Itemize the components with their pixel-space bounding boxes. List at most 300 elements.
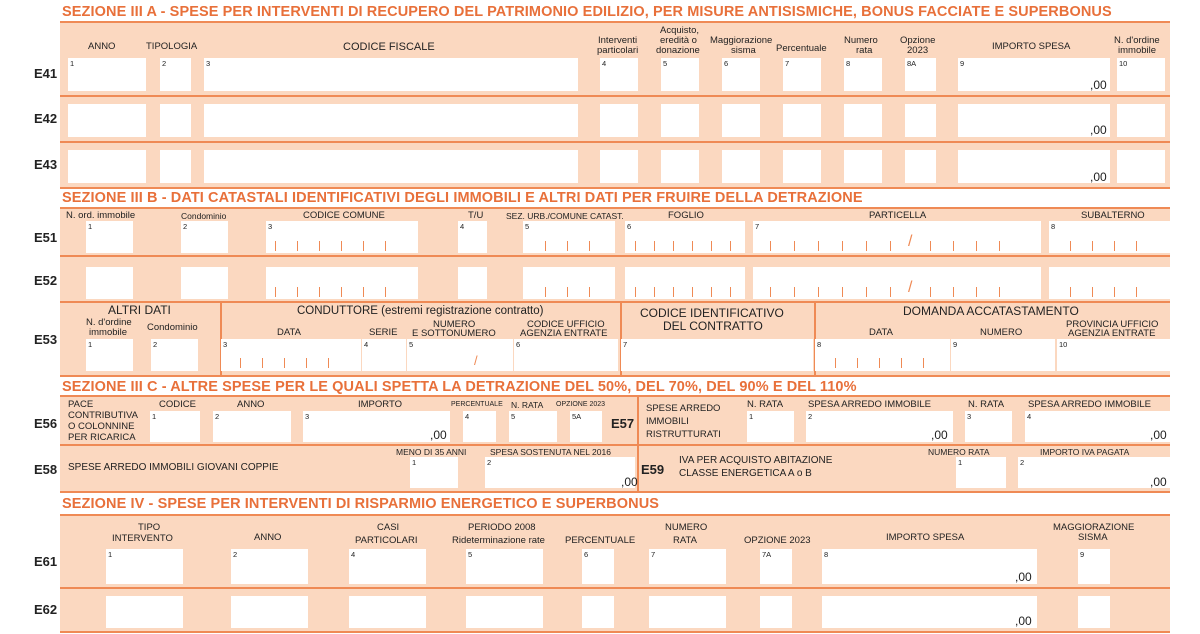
comb-tick [635,287,636,297]
field-num: 7 [651,550,656,559]
field-num: 5 [468,550,473,559]
header-magg-2: sisma [731,45,756,56]
comb-tick [240,358,241,368]
e61-anno-field[interactable] [231,549,308,584]
e56-importo-decimals: ,00 [430,428,447,442]
comb-tick [1136,241,1137,251]
e57-spesa-decimals: ,00 [931,428,948,442]
header-interventi-1: Interventi [598,35,638,46]
e58-desc: SPESE ARREDO IMMOBILI GIOVANI COPPIE [68,462,279,473]
e51-sez-field[interactable] [523,221,615,253]
comb-tick [1092,241,1093,251]
field-num: 2 [183,222,188,231]
comb-tick [976,241,977,251]
e56-anno-label: ANNO [237,399,265,410]
e42-interventi-field[interactable] [600,104,638,137]
comb-tick [930,287,931,297]
divider [60,395,1170,397]
comb-tick [673,241,674,251]
e42-tipologia-field[interactable] [160,104,191,137]
e59-desc-2: CLASSE ENERGETICA A o B [679,468,812,479]
field-num: 2 [233,550,238,559]
e62-opzione-field[interactable] [760,596,792,628]
header-foglio: FOGLIO [668,210,704,221]
field-num: 5 [511,412,516,421]
e53-cod-ufficio-field[interactable] [514,339,618,371]
comb-tick [1136,287,1137,297]
e53-cod-uff-1: CODICE UFFICIO [527,319,605,330]
e53-numero2-field[interactable] [951,339,1055,371]
e53-cod-uff-2: AGENZIA ENTRATE [520,328,608,339]
header-interventi-2: particolari [597,45,639,56]
field-num: 4 [465,412,470,421]
e56-desc-3: O COLONNINE [68,421,135,432]
field-num: 4 [351,550,356,559]
field-num: 10 [1119,59,1128,68]
e53-condominio-field[interactable] [151,339,198,371]
comb-tick [654,241,655,251]
row-code-e52: E52 [34,273,58,288]
header-anno: ANNO [88,41,116,52]
comb-tick [1114,287,1115,297]
header-particella: PARTICELLA [869,210,927,221]
e53-domanda: DOMANDA ACCATASTAMENTO [903,304,1079,318]
divider [60,514,1170,516]
divider [60,141,1170,143]
field-num: 3 [223,340,228,349]
e42-maggiorazione-field[interactable] [722,104,760,137]
comb-tick [953,287,954,297]
comb-tick [275,241,276,251]
e53-nordine-1: N. d'ordine [86,317,132,328]
field-num: 6 [516,340,521,349]
e42-opzione-field[interactable] [905,104,936,137]
e43-opzione-field[interactable] [905,150,936,183]
comb-tick [1114,241,1115,251]
e52-sez-field[interactable] [523,267,615,299]
e41-importo-field[interactable] [958,58,1110,91]
header-acquisto-2: eredità o [660,35,697,46]
field-num: 5A [572,412,582,421]
field-num: 4 [1027,412,1032,421]
header-nord-immobile: N. ord. immobile [66,210,136,221]
field-num: 2 [808,412,813,421]
header-acquisto-3: donazione [656,45,700,56]
section-3a-title: SEZIONE III A - SPESE PER INTERVENTI DI RECUPERO DEL PATRIMONIO EDILIZIO, PER MISURE ANTISISMICHE, BONUS FACCIATE E SUPERBONUS [62,4,1112,20]
e43-importo-decimals: ,00 [1090,170,1107,184]
comb-tick [567,287,568,297]
e53-prov-1: PROVINCIA UFFICIO [1066,319,1159,330]
field-num: 1 [88,340,93,349]
divider [60,375,1170,377]
e53-serie-field[interactable] [362,339,406,371]
row-code-e53: E53 [34,332,58,347]
comb-tick [1070,287,1071,297]
divider [60,207,1170,209]
e43-nordine-field[interactable] [1117,150,1165,183]
e57-nrata-label: N. RATA [747,399,784,410]
row-code-e59: E59 [641,462,665,477]
field-num: 9 [960,59,965,68]
comb-tick [794,287,795,297]
comb-tick [866,287,867,297]
s4-header-periodo-1: PERIODO 2008 [468,522,536,533]
field-num: 5 [663,59,668,68]
e62-importo-decimals: ,00 [1015,614,1032,628]
e53-serie: SERIE [369,327,398,338]
comb-tick [835,358,836,368]
field-num: 1 [152,412,157,421]
e42-percentuale-field[interactable] [783,104,821,137]
comb-tick [306,358,307,368]
field-num: 1 [70,59,75,68]
field-num: 7A [762,550,772,559]
comb-tick [890,241,891,251]
e43-anno-field[interactable] [68,150,146,183]
e56-nrata-label: N. RATA [511,400,544,410]
field-num: 8A [907,59,917,68]
comb-tick [770,241,771,251]
e56-desc-1: PACE [68,399,94,410]
comb-tick [692,241,693,251]
e41-anno-field[interactable] [68,58,146,91]
field-num: 7 [755,222,760,231]
e43-percentuale-field[interactable] [783,150,821,183]
comb-tick [999,287,1000,297]
e57-spesa-decimals-2: ,00 [1150,428,1167,442]
comb-tick [842,287,843,297]
e56-codice-field[interactable] [150,411,200,442]
e57-nrata-field-2[interactable] [965,411,1012,442]
e59-nrata-field[interactable] [956,457,1006,488]
row-code-e61: E61 [34,554,58,569]
s4-header-anno: ANNO [254,532,282,543]
e43-maggiorazione-field[interactable] [722,150,760,183]
e61-tipo-field[interactable] [106,549,183,584]
e42-nordine-field[interactable] [1117,104,1165,137]
section-4-title: SEZIONE IV - SPESE PER INTERVENTI DI RISPARMIO ENERGETICO E SUPERBONUS [62,496,660,512]
e43-interventi-field[interactable] [600,150,638,183]
comb-tick [297,287,298,297]
header-codice-fiscale: CODICE FISCALE [343,41,435,53]
field-num: 4 [602,59,607,68]
comb-tick [363,287,364,297]
s4-header-numero-1: NUMERO [665,522,708,533]
field-num: 6 [584,550,589,559]
field-num: 7 [623,340,628,349]
comb-tick [711,241,712,251]
divider [60,444,1170,446]
e57-desc-3: RISTRUTTURATI [646,429,721,440]
divider [60,255,1170,257]
s4-header-tipo-2: INTERVENTO [112,533,173,544]
header-sez-urb: SEZ. URB./COMUNE CATAST. [506,211,624,221]
header-opzione-1: Opzione [900,35,936,46]
header-percentuale: Percentuale [776,43,827,54]
comb-tick [1092,287,1093,297]
e58-spesa-label: SPESA SOSTENUTA NEL 2016 [490,447,611,457]
header-importo: IMPORTO SPESA [992,41,1071,52]
field-num: 9 [1080,550,1085,559]
header-numero-1: Numero [844,35,878,46]
e57-spesa-label-2: SPESA ARREDO IMMOBILE [1028,399,1152,410]
e56-opzione-label: OPZIONE 2023 [556,401,606,408]
e52-subalterno-field[interactable] [1049,267,1172,299]
field-num: 2 [215,412,220,421]
comb-tick [545,287,546,297]
e62-numero-rata-field[interactable] [649,596,726,628]
s4-header-importo: IMPORTO SPESA [886,532,965,543]
divider [60,631,1170,633]
s4-header-opzione: OPZIONE 2023 [744,535,811,546]
field-num: 9 [953,340,958,349]
e56-codice-label: CODICE [159,399,196,410]
comb-tick [385,241,386,251]
e57-desc-2: IMMOBILI [646,416,689,427]
e53-numero-1: NUMERO [433,319,476,330]
comb-tick [930,241,931,251]
comb-tick [589,287,590,297]
divider [60,491,1170,493]
comb-tick [262,358,263,368]
e53-cod-id-2: DEL CONTRATTO [663,319,763,333]
comb-tick [319,241,320,251]
e52-nord-field[interactable] [86,267,133,299]
e56-desc-4: PER RICARICA [68,432,136,443]
e53-prov-2: AGENZIA ENTRATE [1068,328,1156,339]
field-num: 5 [525,222,530,231]
field-num: 6 [724,59,729,68]
e56-anno-field[interactable] [213,411,291,442]
e59-desc-1: IVA PER ACQUISTO ABITAZIONE [679,455,833,466]
e53-nordine-2: immobile [89,327,128,338]
comb-tick [385,287,386,297]
comb-tick [341,241,342,251]
field-num: 8 [817,340,822,349]
comb-tick [818,241,819,251]
e51-nord-field[interactable] [86,221,133,253]
e42-importo-decimals: ,00 [1090,123,1107,137]
e56-importo-field[interactable] [303,411,450,442]
field-num: 1 [412,458,417,467]
e51-particella-field[interactable] [753,221,1041,253]
field-num: 4 [364,340,369,349]
e51-condominio-field[interactable] [181,221,228,253]
e42-acquisto-field[interactable] [661,104,699,137]
comb-tick [545,241,546,251]
e41-importo-decimals: ,00 [1090,78,1107,92]
e62-periodo-field[interactable] [466,596,543,628]
slash-separator: / [474,353,478,368]
field-num: 1 [108,550,113,559]
e61-casi-field[interactable] [349,549,426,584]
comb-tick [567,241,568,251]
comb-tick [866,241,867,251]
e43-tipologia-field[interactable] [160,150,191,183]
e62-percentuale-field[interactable] [582,596,614,628]
divider [60,21,1170,23]
comb-tick [879,358,880,368]
comb-tick [890,287,891,297]
field-num: 8 [1051,222,1056,231]
comb-tick [999,241,1000,251]
comb-tick [589,241,590,251]
s4-header-periodo-2: Rideterminazione rate [452,535,545,546]
field-num: 3 [967,412,972,421]
field-num: 2 [1020,458,1025,467]
e52-foglio-field[interactable] [625,267,745,299]
field-num: 5 [409,340,414,349]
header-magg-1: Maggiorazione [710,35,773,46]
field-num: 3 [268,222,273,231]
e59-nrata-label: NUMERO RATA [928,447,990,457]
e56-desc-2: CONTRIBUTIVA [68,410,139,421]
e41-codice-fiscale-field[interactable] [204,58,578,91]
e58-spesa-field[interactable] [485,457,635,488]
header-numero-2: rata [856,45,873,56]
comb-tick [770,287,771,297]
e59-importo-field[interactable] [1018,457,1172,488]
s4-header-percentuale: PERCENTUALE [565,535,636,546]
e62-anno-field[interactable] [231,596,308,628]
field-num: 1 [88,222,93,231]
field-num: 8 [846,59,851,68]
comb-tick [976,287,977,297]
e53-data2: DATA [869,327,893,338]
field-num: 6 [627,222,632,231]
e61-numero-rata-field[interactable] [649,549,726,584]
field-num: 10 [1059,340,1068,349]
e43-acquisto-field[interactable] [661,150,699,183]
e58-meno35-field[interactable] [410,457,458,488]
header-nordine-2: immobile [1118,45,1157,56]
comb-tick [794,241,795,251]
slash-separator: / [908,233,913,250]
row-code-e42: E42 [34,111,58,126]
e53-cod-identificativo-field[interactable] [621,339,813,371]
divider [60,95,1170,97]
e43-numero-rata-field[interactable] [844,150,882,183]
e52-particella-field[interactable] [753,267,1041,299]
e42-numero-rata-field[interactable] [844,104,882,137]
e57-nrata-label-2: N. RATA [968,399,1005,410]
e61-periodo-field[interactable] [466,549,543,584]
e43-importo-field[interactable] [958,150,1110,183]
e62-maggiorazione-field[interactable] [1078,596,1110,628]
e59-importo-label: IMPORTO IVA PAGATA [1040,447,1130,457]
comb-tick [711,287,712,297]
e51-codice-comune-field[interactable] [266,221,418,253]
e57-spesa-label: SPESA ARREDO IMMOBILE [808,399,932,410]
row-code-e41: E41 [34,66,58,81]
s4-header-magg-2: SISMA [1078,532,1108,543]
e53-nordine-field[interactable] [86,339,133,371]
e42-codice-fiscale-field[interactable] [204,104,578,137]
e53-condominio: Condominio [147,322,198,333]
e51-subalterno-field[interactable] [1049,221,1172,253]
s4-header-tipo-1: TIPO [138,522,161,533]
slash-separator: / [908,279,913,296]
e53-numero-field[interactable] [407,339,513,371]
e56-nrata-field[interactable] [509,411,557,442]
comb-tick [328,358,329,368]
comb-tick [341,287,342,297]
e42-anno-field[interactable] [68,104,146,137]
header-opzione-2: 2023 [907,45,929,56]
field-num: 2 [153,340,158,349]
e52-tu-field[interactable] [458,267,487,299]
e57-nrata-field[interactable] [747,411,794,442]
e53-altri-dati: ALTRI DATI [108,303,171,317]
comb-tick [363,241,364,251]
e61-importo-decimals: ,00 [1015,570,1032,584]
s4-header-casi-2: PARTICOLARI [355,535,418,546]
comb-tick [275,287,276,297]
comb-tick [857,358,858,368]
comb-tick [284,358,285,368]
e52-codice-comune-field[interactable] [266,267,418,299]
e59-importo-decimals: ,00 [1150,475,1167,489]
comb-tick [673,287,674,297]
e42-importo-field[interactable] [958,104,1110,137]
row-code-e58: E58 [34,462,58,477]
row-code-e43: E43 [34,157,58,172]
field-num: 7 [785,59,790,68]
e56-percentuale-label: PERCENTUALE [451,401,503,408]
e62-casi-field[interactable] [349,596,426,628]
comb-tick [692,287,693,297]
e53-data-field[interactable] [221,339,361,371]
comb-tick [730,287,731,297]
e58-meno35-label: MENO DI 35 ANNI [396,447,467,457]
field-num: 1 [749,412,754,421]
section-3b-title: SEZIONE III B - DATI CATASTALI IDENTIFICATIVI DEGLI IMMOBILI E ALTRI DATI PER FRUIRE DELLA DETRAZIONE [62,190,863,206]
e62-importo-field[interactable] [822,596,1037,628]
field-num: 3 [206,59,211,68]
header-nordine-1: N. d'ordine [1114,35,1160,46]
header-acquisto-1: Acquisto, [660,25,700,36]
row-code-e51: E51 [34,230,58,245]
section-3c-title: SEZIONE III C - ALTRE SPESE PER LE QUALI SPETTA LA DETRAZIONE DEL 50%, DEL 70%, DEL 90% E DEL 110% [62,379,857,395]
e53-provincia-field[interactable] [1057,339,1172,371]
field-num: 2 [487,458,492,467]
e58-spesa-decimals: ,00 [621,475,638,489]
header-condominio: Condominio [181,211,227,221]
comb-tick [1070,241,1071,251]
field-num: 1 [958,458,963,467]
comb-tick [818,287,819,297]
e43-codice-fiscale-field[interactable] [204,150,578,183]
e61-importo-field[interactable] [822,549,1037,584]
row-code-e56: E56 [34,416,58,431]
header-subalterno: SUBALTERNO [1081,210,1145,221]
e53-data: DATA [277,327,301,338]
comb-tick [923,358,924,368]
s4-header-magg-1: MAGGIORAZIONE [1053,522,1135,533]
e62-tipo-field[interactable] [106,596,183,628]
field-num: 4 [460,222,465,231]
row-code-e57: E57 [611,416,635,431]
comb-tick [297,241,298,251]
header-tipologia: TIPOLOGIA [146,41,198,52]
e52-condominio-field[interactable] [181,267,228,299]
e53-numero: NUMERO [980,327,1023,338]
e51-foglio-field[interactable] [625,221,745,253]
e57-desc-1: SPESE ARREDO [646,403,721,414]
comb-tick [654,287,655,297]
e53-conduttore: CONDUTTORE (estremi registrazione contratto) [297,305,544,317]
divider [60,187,1170,189]
